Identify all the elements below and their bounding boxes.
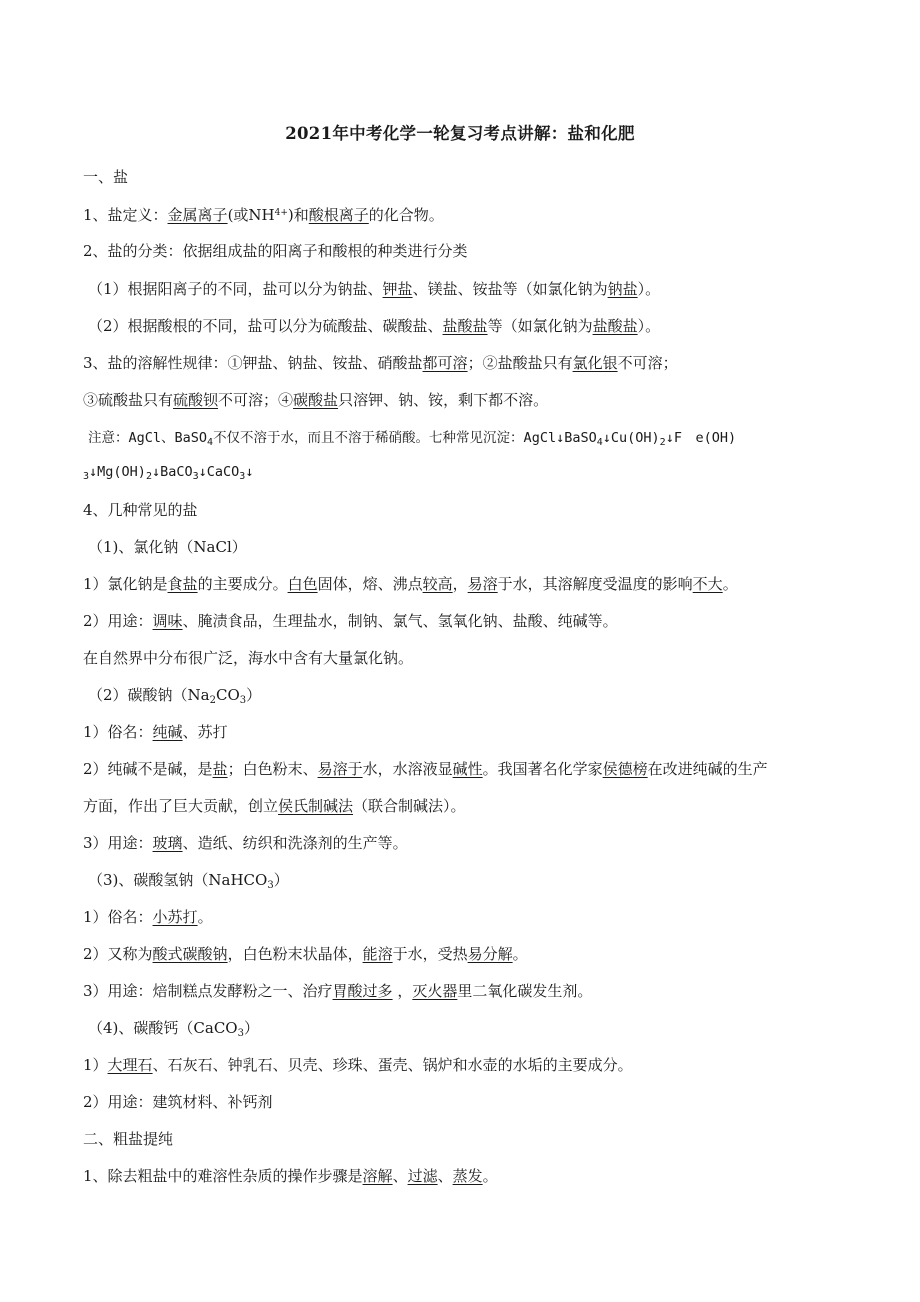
classification-by-anion: （2）根据酸根的不同，盐可以分为硫酸盐、碳酸盐、盐酸盐等（如氯化钠为盐酸盐）。 xyxy=(88,317,661,335)
salt-classification: 2、盐的分类：依据组成盐的阳离子和酸根的种类进行分类 xyxy=(83,242,468,260)
classification-by-cation: （1）根据阳离子的不同，盐可以分为钠盐、钾盐、镁盐、铵盐等（如氯化钠为钠盐）。 xyxy=(88,280,661,298)
precipitate-note-line-1: 注意：AgCl、BaSO$_4$不仅不溶于水，而且不溶于稀硝酸。七种常见沉淀：$AgCl↓BaSO_4↓Cu(OH)_2↓F$ e(OH) xyxy=(88,430,737,448)
nahco3-line-2: 2）又称为酸式碳酸钠，白色粉末状晶体，能溶于水，受热易分解。 xyxy=(83,945,528,963)
na2co3-line-3: 方面，作出了巨大贡献，创立侯氏制碱法（联合制碱法）。 xyxy=(83,797,466,815)
common-salts-heading: 4、几种常见的盐 xyxy=(83,501,198,519)
precipitate-note-line-2: $_3↓Mg(OH)_2↓BaCO_3↓CaCO_3↓$ xyxy=(83,464,254,482)
caco3-line-2: 2）用途：建筑材料、补钙剂 xyxy=(83,1093,273,1111)
page-title: 2021年中考化学一轮复习考点讲解：盐和化肥 xyxy=(285,124,635,143)
salt-definition: 1、盐定义：金属离子(或$NH^{4+}$)和酸根离子的化合物。 xyxy=(83,206,444,224)
caco3-heading: （4)、碳酸钙（CaCO$_3$） xyxy=(88,1019,259,1039)
nahco3-line-3: 3）用途：焙制糕点发酵粉之一、治疗胃酸过多 ，灭火器里二氧化碳发生剂。 xyxy=(83,982,593,1000)
caco3-line-1: 1）大理石、石灰石、钟乳石、贝壳、珍珠、蛋壳、锅炉和水壶的水垢的主要成分。 xyxy=(83,1056,633,1074)
solubility-rule-1: 3、盐的溶解性规律：①钾盐、钠盐、铵盐、硝酸盐都可溶；②盐酸盐只有氯化银不可溶； xyxy=(83,354,678,372)
section-heading-salt: 一、盐 xyxy=(83,168,129,186)
na2co3-line-1: 1）俗名：纯碱、苏打 xyxy=(83,723,228,741)
na2co3-heading: （2）碳酸钠$(Na_2CO_3)$ xyxy=(88,686,262,706)
solubility-rule-2: ③硫酸盐只有硫酸钡不可溶；④碳酸盐只溶钾、钠、铵，剩下都不溶。 xyxy=(83,391,549,409)
nacl-line-2: 2）用途：调味、腌渍食品，生理盐水，制钠、氯气、氢氧化钠、盐酸、纯碱等。 xyxy=(83,612,618,630)
nacl-heading: （1)、氯化钠（NaCl） xyxy=(88,538,247,556)
nahco3-line-1: 1）俗名：小苏打。 xyxy=(83,908,213,926)
na2co3-line-4: 3）用途：玻璃、造纸、纺织和洗涤剂的生产等。 xyxy=(83,834,408,852)
nacl-line-1: 1）氯化钠是食盐的主要成分。白色固体，熔、沸点较高，易溶于水，其溶解度受温度的影响不大。 xyxy=(83,575,738,593)
na2co3-line-2: 2）纯碱不是碱，是盐；白色粉末、易溶于水，水溶液显碱性。我国著名化学家侯德榜在改进纯碱的生产 xyxy=(83,760,768,778)
section-heading-purification: 二、粗盐提纯 xyxy=(83,1130,174,1148)
nahco3-heading: （3)、碳酸氢钠（NaHCO$_3$） xyxy=(88,871,289,891)
purification-steps: 1、除去粗盐中的难溶性杂质的操作步骤是溶解、过滤、蒸发。 xyxy=(83,1167,498,1185)
nacl-line-3: 在自然界中分布很广泛，海水中含有大量氯化钠。 xyxy=(83,649,414,667)
